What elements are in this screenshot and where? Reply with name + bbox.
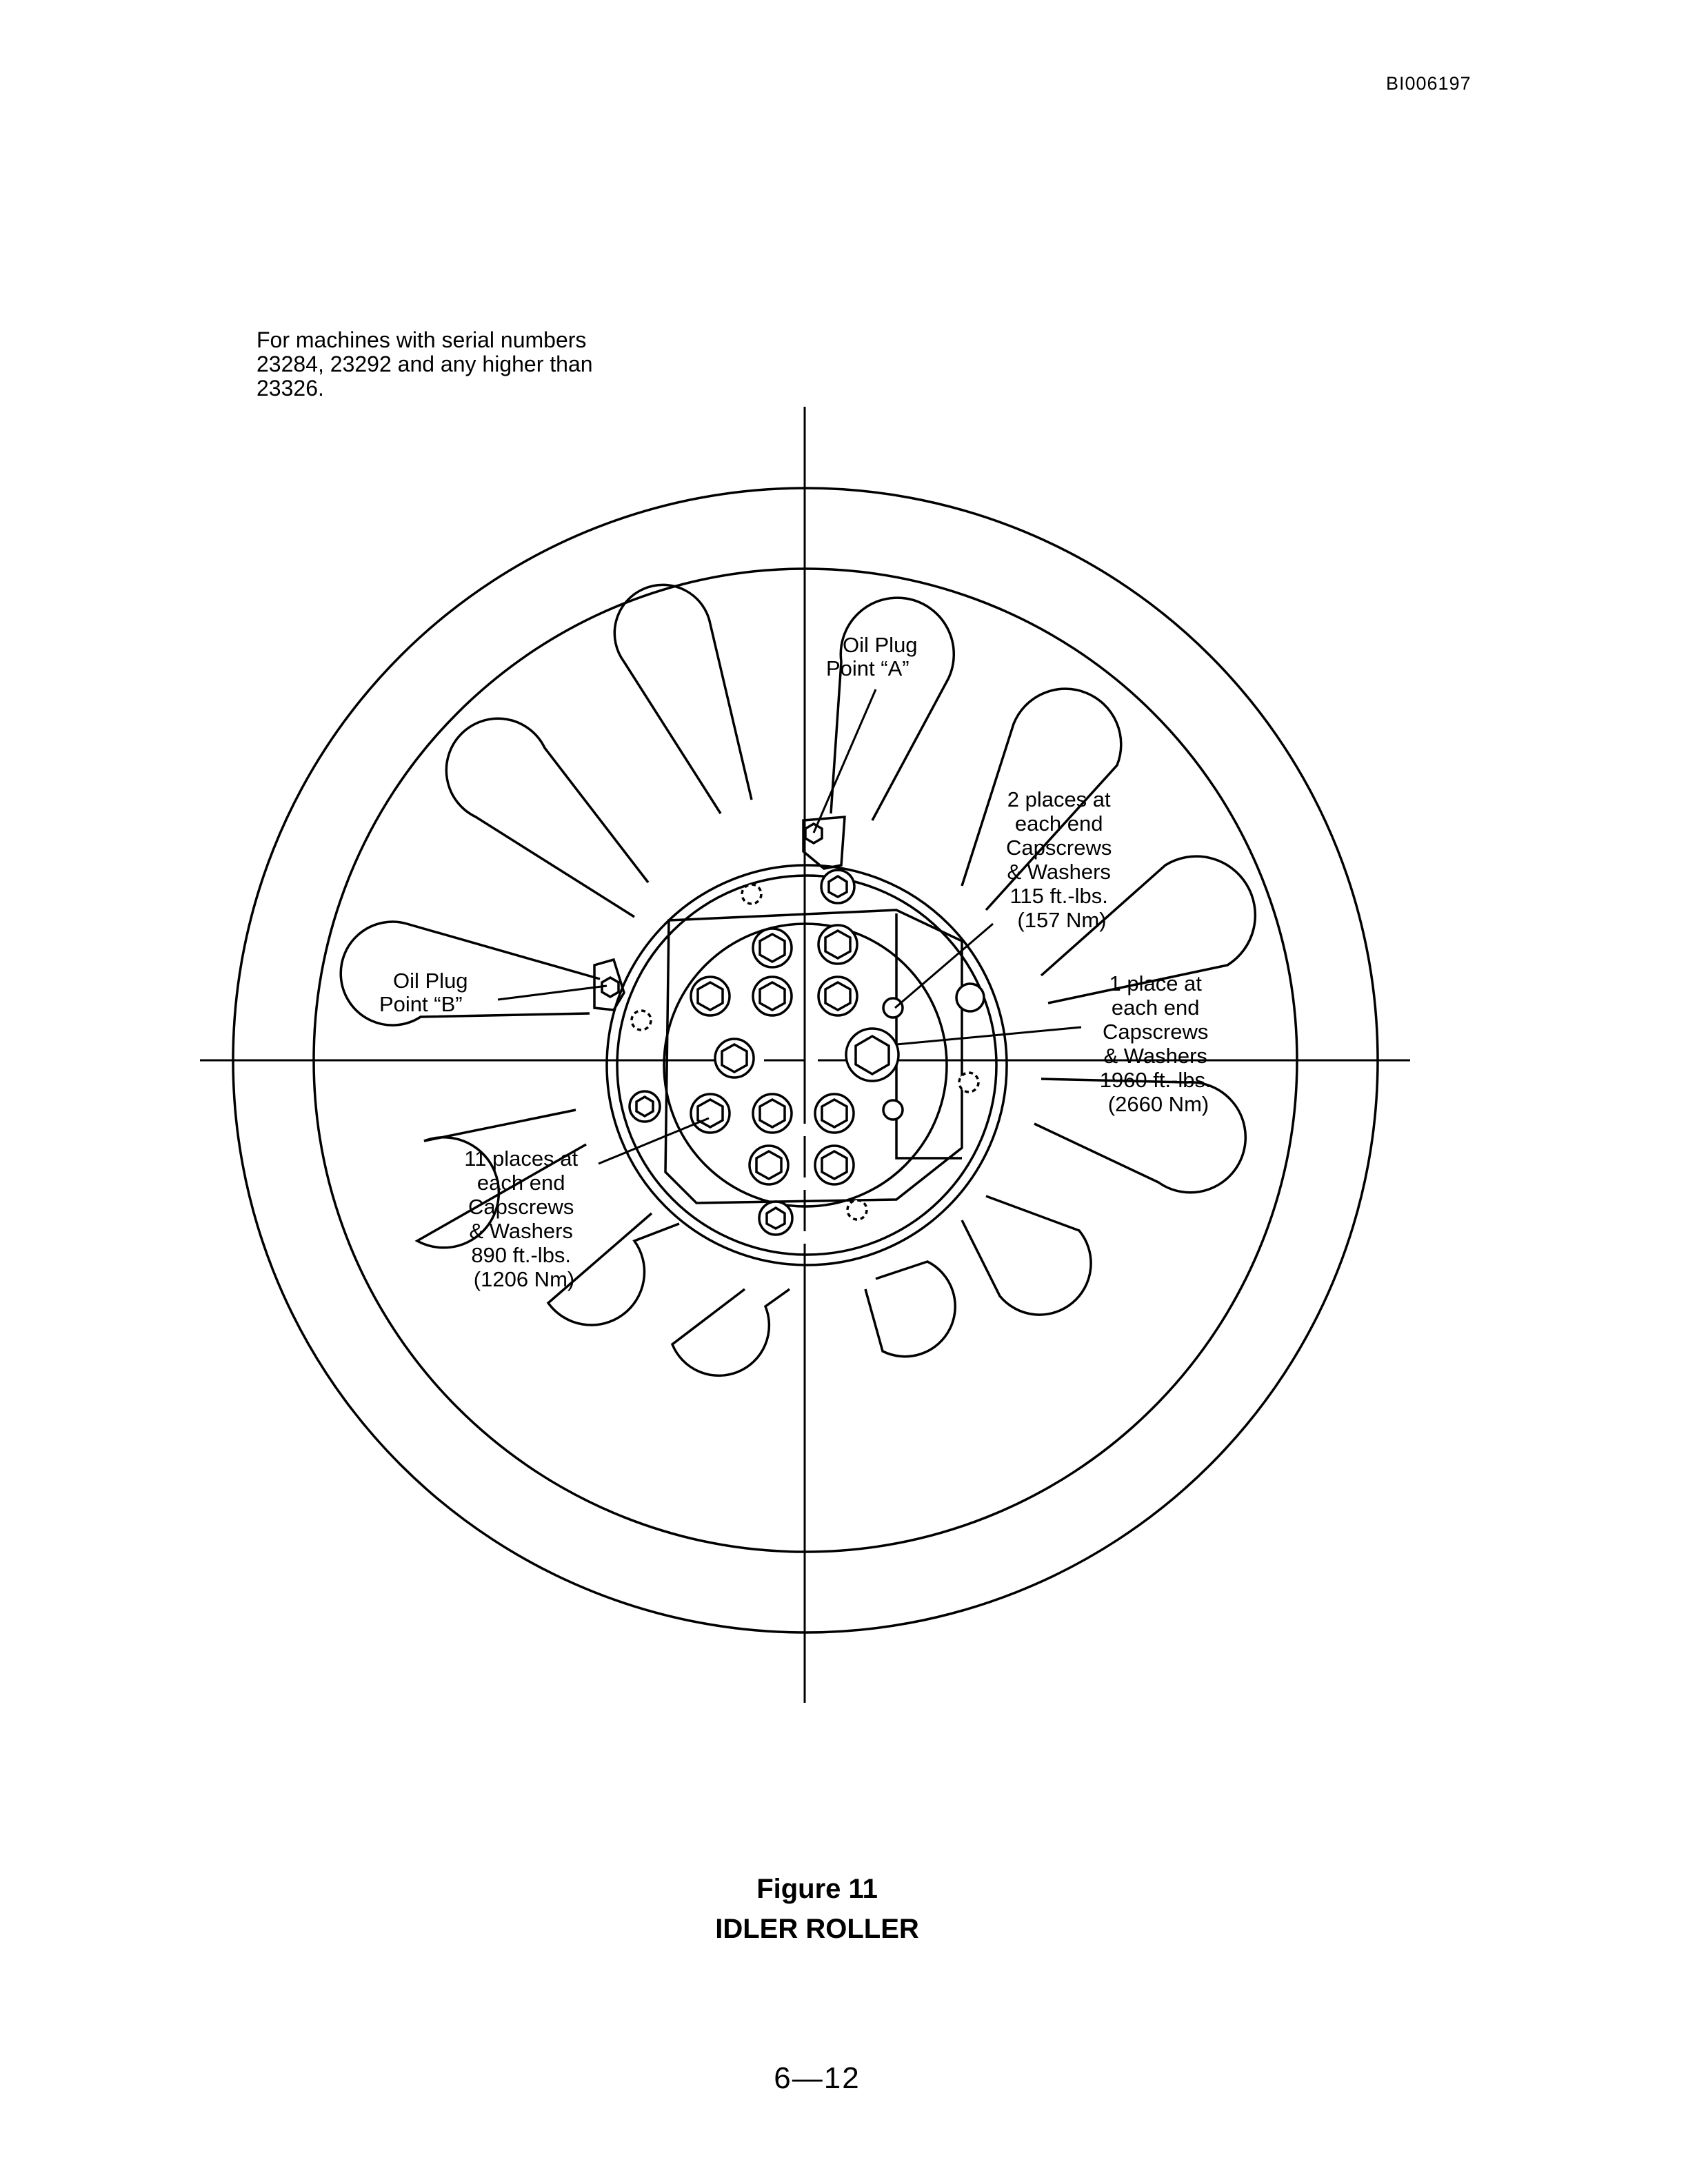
capscrew-115-bolt <box>883 1100 903 1120</box>
page-number: 6—12 <box>774 2061 861 2095</box>
capscrew-890-hex <box>691 977 730 1015</box>
note-line-2: 23284, 23292 and any higher than <box>257 352 593 376</box>
capscrew-890-hex <box>750 1146 788 1184</box>
flange-bolt <box>847 1200 867 1220</box>
oil-plug-b-hex <box>602 978 619 997</box>
note-line-1: For machines with serial numbers <box>257 327 587 352</box>
leader-capscrews-1960 <box>896 1027 1081 1044</box>
capscrew-115-bolt <box>883 998 903 1018</box>
document-id: BI006197 <box>1386 73 1471 94</box>
figure-title: IDLER ROLLER <box>715 1914 919 1944</box>
hub-ring-circle <box>617 876 996 1255</box>
leader-oil-plug-a <box>814 689 876 833</box>
capscrew-890-hex <box>818 977 857 1015</box>
flange-bolt <box>630 1091 660 1122</box>
callout-oil-plug-a: Oil Plug Point “A” <box>826 633 918 680</box>
callout-capscrews-890: 11 places at each end Capscrews & Washers 890 ft.-lbs. (1206 Nm) <box>464 1146 579 1291</box>
oil-plug-a-tab <box>803 817 845 869</box>
capscrew-890-hex <box>815 1094 854 1133</box>
capscrew-heads <box>602 824 984 1235</box>
capscrew-890-hex <box>818 925 857 964</box>
flange-bolt <box>632 1011 651 1030</box>
hub-side-plate <box>896 913 962 1158</box>
capscrew-1960-hex <box>846 1029 898 1081</box>
capscrew-890-hex <box>715 1039 754 1078</box>
capscrew-890-hex <box>753 929 792 967</box>
flange-bolt <box>959 1073 978 1092</box>
leader-oil-plug-b <box>498 986 607 1000</box>
callout-capscrews-115: 2 places at each end Capscrews & Washers 115 ft.-lbs. (157 Nm) <box>1006 787 1112 932</box>
note-line-3: 23326. <box>257 376 324 401</box>
flange-bolt <box>759 1202 792 1235</box>
oil-plug-a-hex <box>805 824 822 843</box>
capscrew-890-hex <box>753 977 792 1015</box>
flange-bolt <box>742 884 761 904</box>
capscrew-890-hex <box>815 1146 854 1184</box>
capscrew-890-hex <box>691 1094 730 1133</box>
flange-bolt <box>821 870 854 903</box>
capscrew-890-hex <box>753 1094 792 1133</box>
callout-oil-plug-b: Oil Plug Point “B” <box>379 969 468 1016</box>
callout-capscrews-1960: 1 place at each end Capscrews & Washers 1960 ft.-lbs. (2660 Nm) <box>1099 971 1212 1116</box>
flange-bolt <box>956 984 984 1011</box>
figure-number: Figure 11 <box>756 1874 878 1904</box>
